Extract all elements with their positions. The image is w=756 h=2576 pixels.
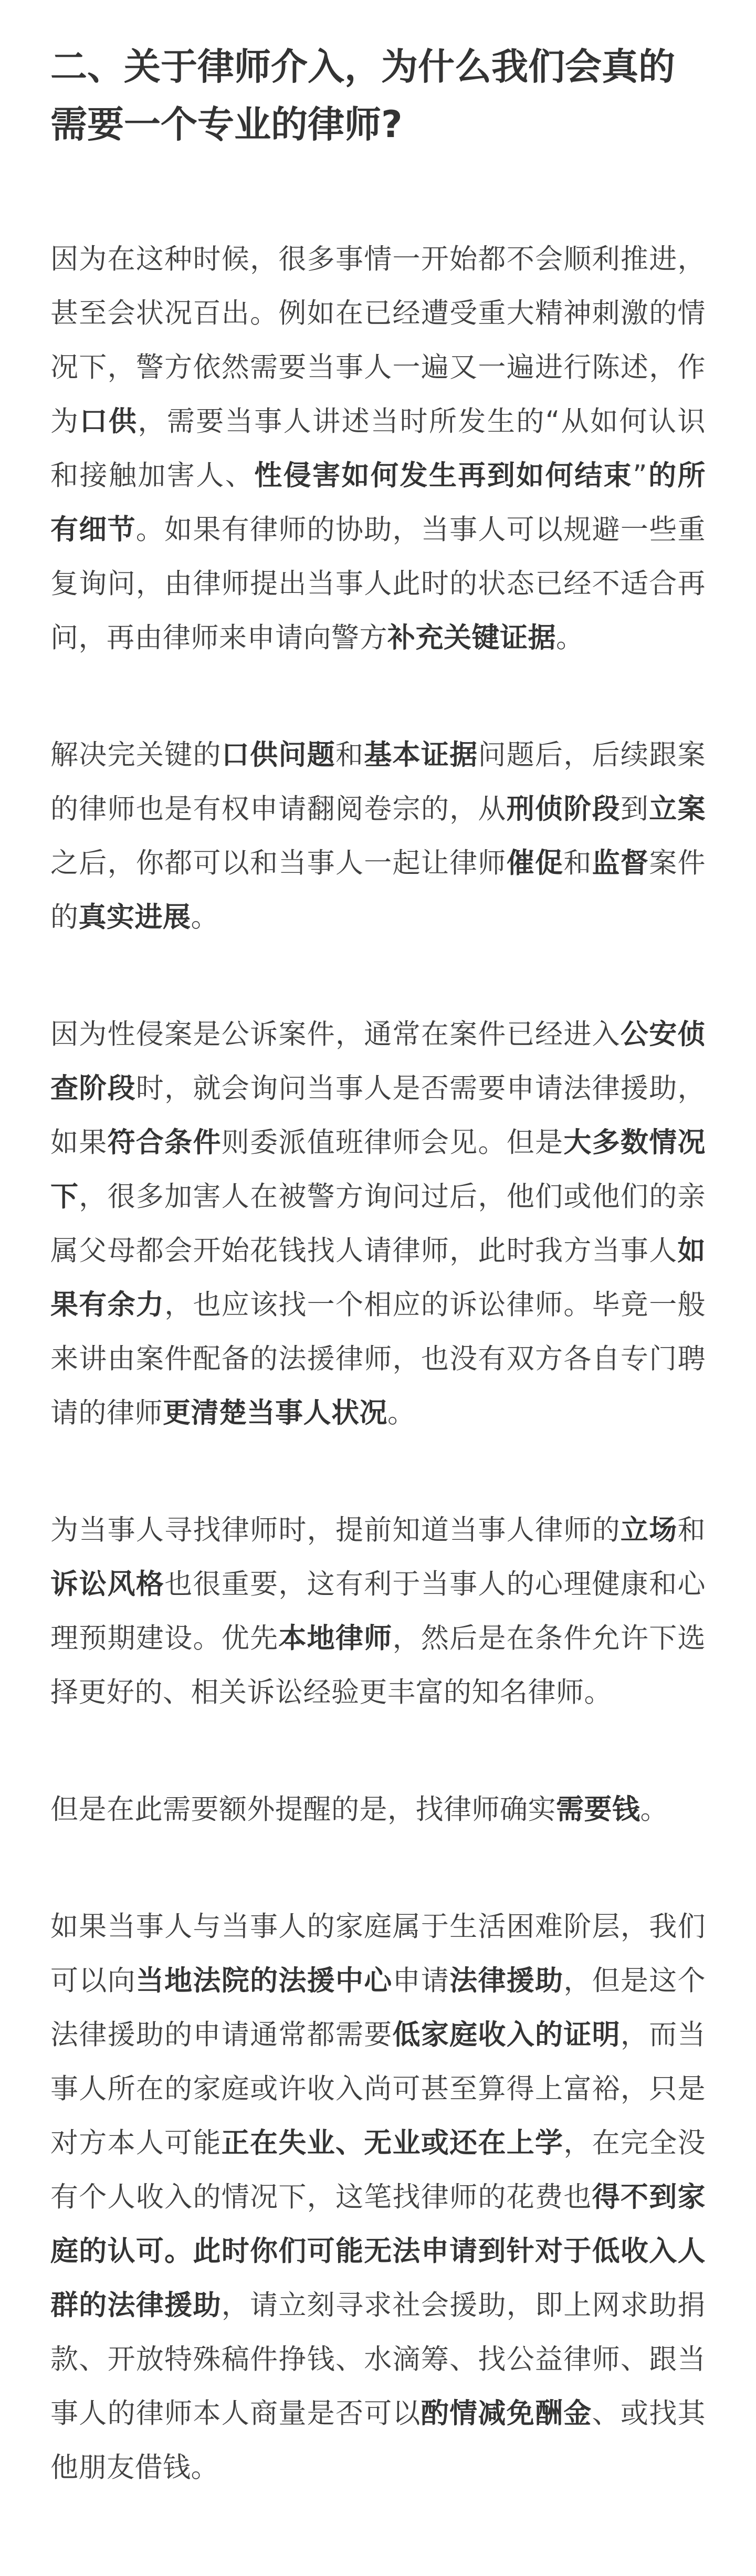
emphasis-text: 正在失业、无业或还在上学 [221,2127,564,2159]
emphasis-text: 口供问题 [221,739,335,771]
paragraph-text: 也很重要，这有利于当事人的心理健康和心理预期建设。优先 [50,1568,706,1654]
emphasis-text: 法律援助 [449,1965,564,1997]
emphasis-text: 的所有细节 [50,460,706,546]
body-paragraph [50,1503,706,1719]
emphasis-text: 大多数情况下 [50,1127,706,1213]
body-paragraph [50,232,706,665]
body-paragraph [50,1007,706,1440]
paragraph-text: ，而当事人所在的家庭或许收入尚可甚至算得上富裕，只是对方本人可能 [50,2019,706,2159]
emphasis-text: 补充关键证据 [387,622,556,654]
emphasis-text: 酌情减免酬金 [421,2397,592,2429]
paragraph-text: 和 [335,739,364,771]
article-body [50,232,706,2495]
emphasis-text: 性侵害如何发生再到如何结束 [254,460,633,492]
body-paragraph [50,1900,706,2495]
paragraph-text: 和 [677,1514,706,1546]
paragraph-text: 。 [640,1793,668,1826]
paragraph-text: 为当事人寻找律师时，提前知道当事人律师的 [50,1514,621,1546]
paragraph-text: ，然后是在条件允许下选择更好的、相关诉讼经验更丰富的知名律师。 [50,1622,706,1708]
emphasis-text: 得不到家庭的认可。此时你们可能无法申请到针对于低收入人群的法律援助 [50,2181,706,2321]
paragraph-text: 之后，你都可以和当事人一起让律师 [50,847,507,879]
paragraph-text: 问题后，后续跟案的律师也是有权申请翻阅卷宗的，从 [50,739,706,825]
paragraph-text: ，也应该找一个相应的诉讼律师。毕竟一般来讲由案件配备的法援律师，也没有双方各自专门聘请的律师 [50,1289,706,1429]
emphasis-text: 需要钱 [556,1793,640,1826]
section-heading: 二、关于律师介入，为什么我们会真的需要一个专业的律师? [50,45,675,146]
emphasis-text: 诉讼风格 [50,1568,165,1600]
body-paragraph [50,728,706,944]
emphasis-text: 真实进展 [78,901,191,933]
emphasis-text: 公安侦查阶段 [50,1018,706,1104]
paragraph-text: ，但是这个法律援助的申请通常都需要 [50,1965,706,2051]
paragraph-text: 因为性侵案是公诉案件，通常在案件已经进入 [50,1018,621,1050]
emphasis-text: 当地法院的法援中心 [135,1965,393,1997]
paragraph-text: ，在完全没有个人收入的情况下，这笔找律师的花费也 [50,2127,706,2213]
paragraph-text: ，很多加害人在被警方询问过后，他们或他们的亲属父母都会开始花钱找人请律师，此时我方当事人 [50,1181,706,1267]
emphasis-text: 刑侦阶段 [506,793,621,825]
paragraph-text: 时，就会询问当事人是否需要申请法律援助，如果 [50,1072,706,1159]
emphasis-text: 立场 [620,1514,678,1546]
body-paragraph [50,1782,706,1837]
paragraph-text: 但是在此需要额外提醒的是，找律师确实 [50,1793,556,1826]
paragraph-text: ，请立刻寻求社会援助，即上网求助捐款、开放特殊稿件挣钱、水滴筹、找公益律师、跟当事人的律师本人商量是否可以 [50,2289,706,2429]
paragraph-text: 申请 [392,1965,450,1997]
emphasis-text: 基本证据 [364,739,478,771]
paragraph-text: ” [633,460,648,492]
paragraph-text: 。 [556,622,584,654]
emphasis-text: 监督 [592,847,649,879]
emphasis-text: 立案 [649,793,706,825]
paragraph-text: 。如果有律师的协助，当事人可以规避一些重复询问，由律师提出当事人此时的状态已经不适合再问，再由律师来申请向警方 [50,514,706,654]
paragraph-text: 、或找其他朋友借钱。 [50,2397,706,2484]
paragraph-text: 如果当事人与当事人的家庭属于生活困难阶层，我们可以向 [50,1911,706,1997]
paragraph-text: ，需要当事人讲述当时所发生的“从如何认识和接触加害人、 [50,405,706,492]
paragraph-text: 。 [387,1397,416,1429]
paragraph-text: 和 [563,847,592,879]
emphasis-text: 口供 [79,405,138,437]
paragraph-text: 解决完关键的 [50,739,222,771]
paragraph-text: 则委派值班律师会见。但是 [221,1127,564,1159]
emphasis-text: 本地律师 [278,1622,393,1654]
paragraph-text: 。 [191,901,219,933]
emphasis-text: 如果有余力 [50,1235,706,1321]
emphasis-text: 更清楚当事人状况 [163,1397,387,1429]
paragraph-text: 因为在这种时候，很多事情一开始都不会顺利推进，甚至会状况百出。例如在已经遭受重大精神刺激的情况下，警方依然需要当事人一遍又一遍进行陈述，作为 [50,243,706,437]
paragraph-text: 到 [620,793,649,825]
paragraph-text: 案件的 [50,847,706,933]
emphasis-text: 低家庭收入的证明 [392,2019,621,2051]
emphasis-text: 催促 [506,847,564,879]
emphasis-text: 符合条件 [107,1127,222,1159]
